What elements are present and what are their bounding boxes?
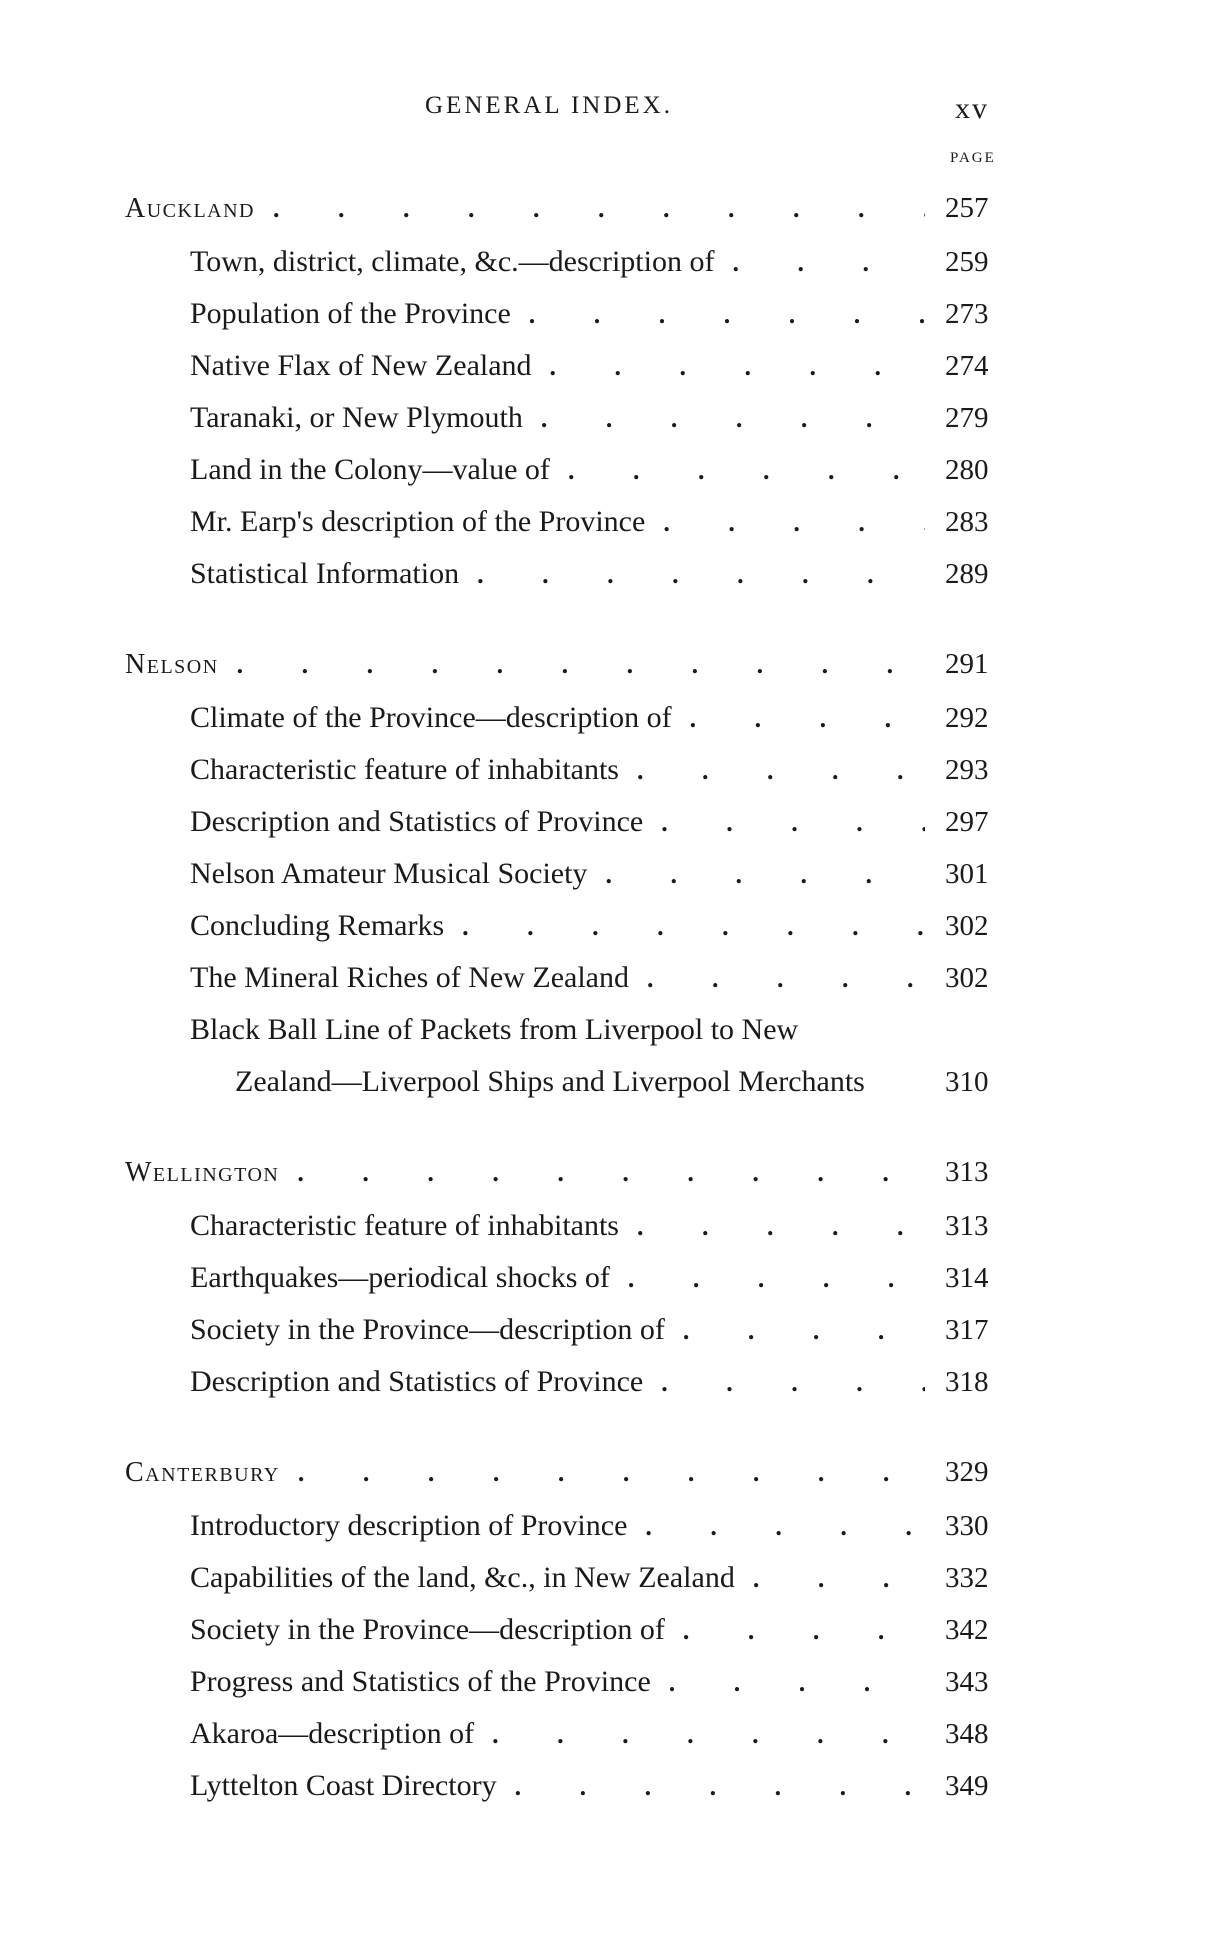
dot-leader <box>661 1356 925 1409</box>
page-ref: 280 <box>945 454 989 486</box>
dot-leader <box>298 1444 925 1501</box>
index-entry-continuation <box>125 1056 1005 1108</box>
dot-leader <box>663 496 925 549</box>
dot-leader <box>683 1604 925 1657</box>
dot-leader <box>462 900 925 953</box>
index-entry <box>125 1304 1005 1356</box>
page-ref: 273 <box>945 298 989 330</box>
page-ref: 257 <box>945 192 989 224</box>
index-entry <box>125 1200 1005 1252</box>
page-ref: 317 <box>945 1314 989 1346</box>
page-column-label: PAGE <box>950 150 996 166</box>
section-title: Nelson <box>125 649 219 680</box>
section-title: Auckland <box>125 193 255 224</box>
entry-label: Progress and Statistics of the Province <box>190 1665 651 1698</box>
page-number: xv <box>955 92 989 125</box>
dot-leader <box>550 340 925 393</box>
dot-leader <box>637 744 925 797</box>
index-entry <box>125 744 1005 796</box>
entry-label: Characteristic feature of inhabitants <box>190 753 619 786</box>
dot-leader <box>647 952 925 1005</box>
index-entry <box>125 1004 1005 1056</box>
dot-leader <box>237 636 925 693</box>
section-heading <box>125 180 1005 236</box>
entry-label: Land in the Colony—value of <box>190 453 550 486</box>
page-ref: 291 <box>945 648 989 680</box>
dot-leader <box>661 796 925 849</box>
page-ref: 274 <box>945 350 989 382</box>
entry-label: Climate of the Province—description of <box>190 701 672 734</box>
entry-label: Mr. Earp's description of the Province <box>190 505 646 538</box>
index-entry <box>125 1356 1005 1408</box>
page-ref: 332 <box>945 1562 989 1594</box>
page-ref: 314 <box>945 1262 989 1294</box>
page-ref: 329 <box>945 1456 989 1488</box>
index-entry <box>125 548 1005 600</box>
index-entry <box>125 496 1005 548</box>
entry-label: Statistical Information <box>190 557 460 590</box>
dot-leader <box>645 1500 925 1553</box>
index-entry <box>125 1760 1005 1812</box>
entry-label: Society in the Province—description of <box>190 1613 665 1646</box>
index-section <box>125 180 1005 600</box>
page-ref: 313 <box>945 1210 989 1242</box>
entry-label: Characteristic feature of inhabitants <box>190 1209 619 1242</box>
running-title: GENERAL INDEX. <box>425 92 673 119</box>
dot-leader <box>541 392 925 445</box>
section-heading <box>125 636 1005 692</box>
index-section <box>125 1444 1005 1812</box>
entry-label: Nelson Amateur Musical Society <box>190 857 588 890</box>
index-entry <box>125 900 1005 952</box>
section-heading <box>125 1144 1005 1200</box>
dot-leader <box>683 1304 925 1357</box>
page-ref: 302 <box>945 962 989 994</box>
entry-label: Taranaki, or New Plymouth <box>190 401 523 434</box>
entry-label: Capabilities of the land, &c., in New Zealand <box>190 1561 735 1594</box>
page-ref: 343 <box>945 1666 989 1698</box>
index-entry <box>125 692 1005 744</box>
entry-label: Town, district, climate, &c.—description of <box>190 245 715 278</box>
page-ref: 301 <box>945 858 989 890</box>
page-ref: 342 <box>945 1614 989 1646</box>
dot-leader <box>529 288 925 341</box>
entry-label: Introductory description of Province <box>190 1509 628 1542</box>
entry-label: Black Ball Line of Packets from Liverpool to New <box>190 1013 799 1046</box>
dot-leader <box>492 1708 925 1761</box>
index-entry <box>125 340 1005 392</box>
index-entry <box>125 236 1005 288</box>
index-list <box>125 180 1005 1848</box>
page-ref: 289 <box>945 558 989 590</box>
page-ref: 330 <box>945 1510 989 1542</box>
entry-label: Akaroa—description of <box>190 1717 475 1750</box>
index-section <box>125 1144 1005 1408</box>
index-entry <box>125 392 1005 444</box>
dot-leader <box>690 692 925 745</box>
dot-leader <box>732 236 925 289</box>
page-ref: 302 <box>945 910 989 942</box>
entry-label: Concluding Remarks <box>190 909 445 942</box>
entry-label: The Mineral Riches of New Zealand <box>190 961 629 994</box>
section-title: Canterbury <box>125 1457 280 1488</box>
dot-leader <box>477 548 925 601</box>
dot-leader <box>605 848 925 901</box>
dot-leader <box>637 1200 925 1253</box>
entry-label-continued: Zealand—Liverpool Ships and Liverpool Merchants <box>235 1065 865 1098</box>
entry-label: Population of the Province <box>190 297 511 330</box>
index-entry <box>125 848 1005 900</box>
dot-leader <box>515 1760 925 1813</box>
index-entry <box>125 1708 1005 1760</box>
index-entry <box>125 444 1005 496</box>
page-ref: 259 <box>945 246 989 278</box>
page-ref: 283 <box>945 506 989 538</box>
dot-leader <box>669 1656 925 1709</box>
index-entry <box>125 288 1005 340</box>
entry-label: Lyttelton Coast Directory <box>190 1769 497 1802</box>
page-header <box>0 92 1228 132</box>
page-ref: 292 <box>945 702 989 734</box>
page-ref: 348 <box>945 1718 989 1750</box>
index-section <box>125 636 1005 1108</box>
page-ref: 293 <box>945 754 989 786</box>
page-ref: 318 <box>945 1366 989 1398</box>
dot-leader <box>273 180 925 237</box>
index-entry <box>125 1252 1005 1304</box>
index-entry <box>125 1604 1005 1656</box>
index-entry <box>125 1552 1005 1604</box>
page-ref: 310 <box>945 1066 989 1098</box>
entry-label: Description and Statistics of Province <box>190 805 644 838</box>
index-entry <box>125 952 1005 1004</box>
dot-leader <box>568 444 925 497</box>
index-entry <box>125 1656 1005 1708</box>
section-heading <box>125 1444 1005 1500</box>
dot-leader <box>753 1552 925 1605</box>
section-title: Wellington <box>125 1157 280 1188</box>
entry-label: Earthquakes—periodical shocks of <box>190 1261 610 1294</box>
page-ref: 313 <box>945 1156 989 1188</box>
dot-leader <box>628 1252 925 1305</box>
page-ref: 297 <box>945 806 989 838</box>
index-entry <box>125 796 1005 848</box>
index-entry <box>125 1500 1005 1552</box>
page-ref: 349 <box>945 1770 989 1802</box>
entry-label: Native Flax of New Zealand <box>190 349 532 382</box>
page-ref: 279 <box>945 402 989 434</box>
entry-label: Description and Statistics of Province <box>190 1365 644 1398</box>
entry-label: Society in the Province—description of <box>190 1313 665 1346</box>
dot-leader <box>297 1144 925 1201</box>
